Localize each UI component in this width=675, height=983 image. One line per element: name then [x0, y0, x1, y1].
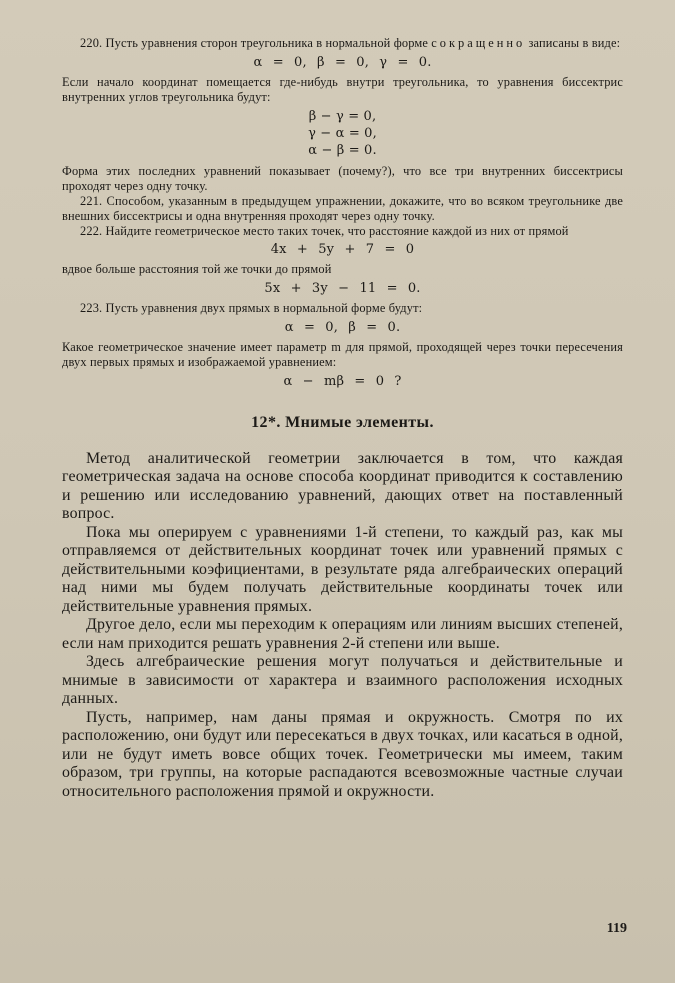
page-number: 119 [606, 921, 627, 936]
equation-two-lines: α = 0, β = 0. [284, 319, 401, 335]
exercise-220 [62, 36, 623, 51]
paragraph: Другое дело, если мы переходим к операциям или линиям высших степеней, если нам приходится решать уравнения 2-й степени или выше. [62, 616, 623, 652]
main-text [62, 450, 623, 802]
exercise-number: 220. [80, 36, 103, 50]
equation-line-2: 5x + 3y − 11 = 0. [264, 281, 421, 297]
equation: β − γ = 0, [308, 109, 377, 125]
exercise-text: Пусть уравнения сторон треугольника в нормальной форме [105, 36, 429, 50]
paragraph: Метод аналитической геометрии заключается в том, что каждая геометрическая задача на основе способа координат приводится к составлению и решению или исследованию уравнений, дающих ответ на поставленный вопрос. [62, 449, 623, 523]
paragraph: Пока мы оперируем с уравнениями 1-й степени, то каждый раз, как мы отправляемся от действительных координат точек или уравнений прямых с действительными коэфициентами, в результате ряда алгебраических операций над ними мы будем получать действительные координаты точек или действительные уравнения прямых. [62, 523, 623, 615]
exercise-221: 221. Способом, указанным в предыдущем упражнении, докажите, что во всяком треугольнике две внешних биссектрисы и одна внутренняя проходят через одну точку. [62, 193, 623, 223]
exercise-text: записаны в виде: [528, 36, 621, 50]
paragraph: Пусть, например, нам даны прямая и окружность. Смотря по их расположению, они будут или пересекаться в двух точках, или касаться в одной, или не будут иметь вовсе общих точек. Геометрически мы имеем, таким образом, три группы, на которые распадаются всевозможные частные случаи относительного расположения прямой и окружности. [62, 708, 623, 800]
equation-parameter: α − mβ = 0 ? [283, 373, 402, 389]
exercise-223-text: Какое геометрическое значение имеет параметр m для прямой, проходящей через точки пересечения двух первых прямых и изображаемой уравнением: [62, 339, 623, 369]
equation: γ − α = 0, [308, 126, 377, 142]
section-title: 12*. Мнимые элементы. [251, 413, 434, 431]
exercise-223: 223. Пусть уравнения двух прямых в нормальной форме будут: [80, 301, 423, 316]
equation: α − β = 0. [308, 143, 377, 159]
exercises-block [62, 36, 623, 390]
exercise-220-text: Если начало координат помещается где-нибудь внутри треугольника, то уравнения биссектрис внутренних углов треугольника будут: [62, 74, 623, 104]
equation-normal-form: α = 0, β = 0, γ = 0. [253, 54, 432, 70]
exercise-222-text: вдвое больше расстояния той же точки до прямой [62, 262, 332, 277]
spaced-word: сокращенно [431, 36, 526, 50]
equation-line-1: 4x + 5y + 7 = 0 [270, 242, 415, 258]
exercise-220-conclusion: Форма этих последних уравнений показывает (почему?), что все три внутренних биссектрисы проходят через одну точку. [62, 164, 623, 194]
paragraph: Здесь алгебраические решения могут получаться и действительные и мнимые в зависимости от характера и взаимного расположения исходных данных. [62, 653, 623, 708]
bisector-equations [62, 108, 623, 159]
exercise-222: 222. Найдите геометрическое место таких точек, что расстояние каждой из них от прямой [80, 223, 569, 238]
